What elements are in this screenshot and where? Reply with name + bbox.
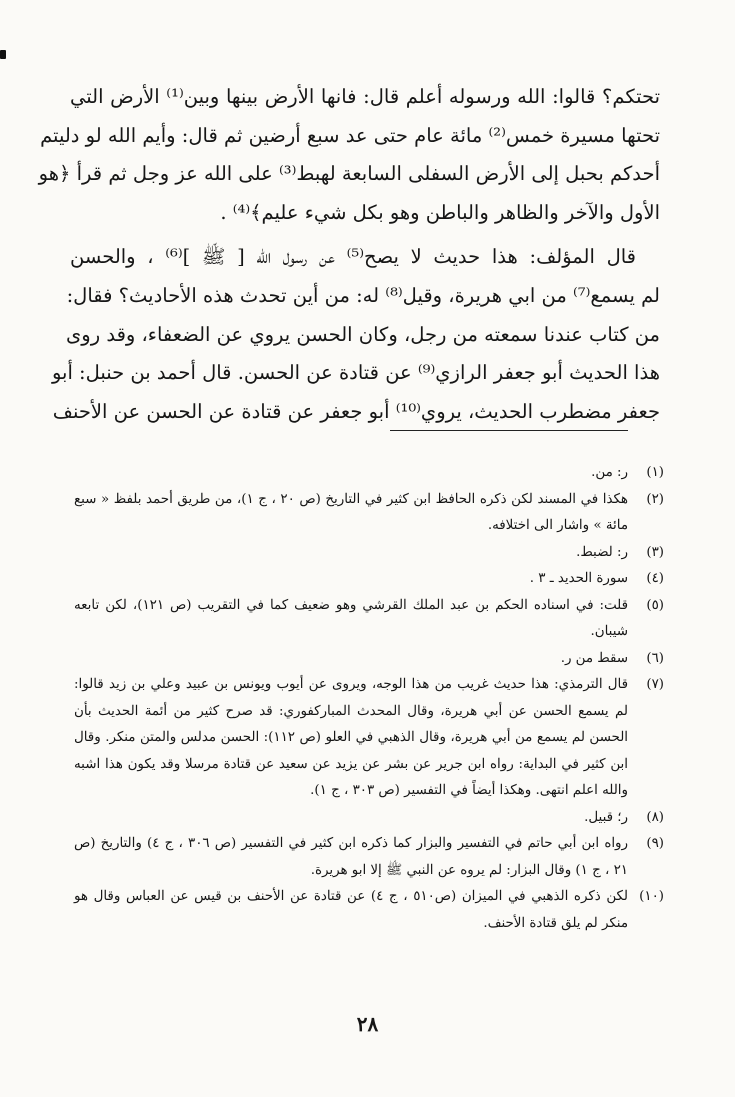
footnote-number: (٢) [646,491,664,507]
footnote-text: قال الترمذي: هذا حديث غريب من هذا الوجه، ويروى عن أيوب ويونس بن عبيد وعلي بن زيد قالوا: لم يسمع الحسن عن أبي هريرة، وقال المحدث المباركفوري: قد صرح كثير من أئمة الحديث بأن الحسن لم يسمع من أبي هريرة، وقال الذهبي في العلو (ص ١١٢): الحسن مدلس والمتن منكر. وقال ابن كثير في البداية: رواه ابن جرير عن بشر عن يزيد عن سعيد عن قتادة مرسلا وقد يكون هذا اشبه والله اعلم انتهى. وهكذا أيضاً في التفسير (ص ٣٠٣ ، ج ١). [74,677,628,798]
footnote-text: سقط من ر. [560,650,628,666]
footnote [74,593,664,646]
footnote-number: (٨) [646,809,664,825]
footnote-text: قلت: في اسناده الحكم بن عبد الملك القرشي وهو ضعيف كما في التقريب (ص ١٢١)، لكن تابعه شيبان. [74,597,628,639]
footnote [74,884,664,937]
footnote-text: ر: لضبط. [576,544,628,560]
footnotes [74,460,664,937]
text-line: تحتكم؟ قالوا: الله ورسوله أعلم قال: فانها الأرض بينها وبين⁽¹⁾ الأرض التي [70,85,660,108]
text-line: هذا الحديث أبو جعفر الرازي⁽⁹⁾ عن قتادة عن الحسن. قال أحمد بن حنبل: أبو [51,361,660,385]
footnote-number: (١٠) [639,889,664,904]
footnote [74,460,664,487]
page-number: ٢٨ [356,1012,379,1036]
footnote-number: (٧) [646,677,664,692]
footnote-text: هكذا في المسند لكن ذكره الحافظ ابن كثير في التاريخ (ص ٢٠ ، ج ١)، من طريق أحمد بلفظ « سبع مائة » واشار الى اختلافه. [74,491,628,533]
footnote-divider [390,430,628,431]
footnote [74,540,664,567]
text-line: من كتاب عندنا سمعته من رجل، وكان الحسن يروي عن الضعفاء، وقد روى [66,322,660,346]
footnote-number: (٣) [646,544,664,560]
scan-mark [0,50,6,59]
footnote-text: رواه ابن أبي حاتم في التفسير والبزار كما ذكره ابن كثير في التفسير (ص ٣٠٦ ، ج ٤) والتاريخ (ص ٢١ ، ج ١) وقال البزار: لم يروه عن النبي ﷺ إلا ابو هريرة. [74,836,628,878]
footnote [74,487,664,540]
text-line: جعفر مضطرب الحديث، يروي⁽¹⁰⁾ أبو جعفر عن قتادة عن الحسن عن الأحنف [52,399,660,423]
footnote-text: سورة الحديد ـ ٣ . [529,571,628,586]
main-text [38,78,660,431]
footnote-text: ر؛ قبيل. [584,809,628,825]
footnote [74,831,664,884]
footnote [74,672,664,805]
footnote [74,566,664,593]
footnote-number: (٦) [646,650,664,666]
footnote-number: (٤) [646,571,664,586]
text-line: لم يسمع⁽⁷⁾ من ابي هريرة، وقيل⁽⁸⁾ له: من أين تحدث هذه الأحاديث؟ فقال: [66,283,660,307]
footnote-number: (١) [646,465,664,480]
text-line: قال المؤلف: هذا حديث لا يصح⁽⁵⁾ عن رسول الله [ ﷺ ]⁽⁶⁾ ، والحسن [70,245,636,269]
footnote-number: (٥) [646,597,664,613]
text-line: تحتها مسيرة خمس⁽²⁾ مائة عام حتى عد سبع أرضين ثم قال: وأيم الله لو دليتم [40,123,660,147]
footnote-number: (٩) [646,836,664,851]
footnote-text: ر: من. [591,465,628,480]
footnote [74,805,664,832]
footnote-text: لكن ذكره الذهبي في الميزان (ص٥١٠ ، ج ٤) عن قتادة عن الأحنف بن قيس عن العباس وقال هو منكر لم يلق قتادة الأحنف. [74,889,628,931]
footnote [74,646,664,673]
text-line: الأول والآخر والظاهر والباطن وهو بكل شيء عليم﴾⁽⁴⁾ . [220,200,660,224]
text-line: أحدكم بحبل إلى الأرض السفلى السابعة لهبط⁽³⁾ على الله عز وجل ثم قرأ ﴿هو [38,162,660,186]
